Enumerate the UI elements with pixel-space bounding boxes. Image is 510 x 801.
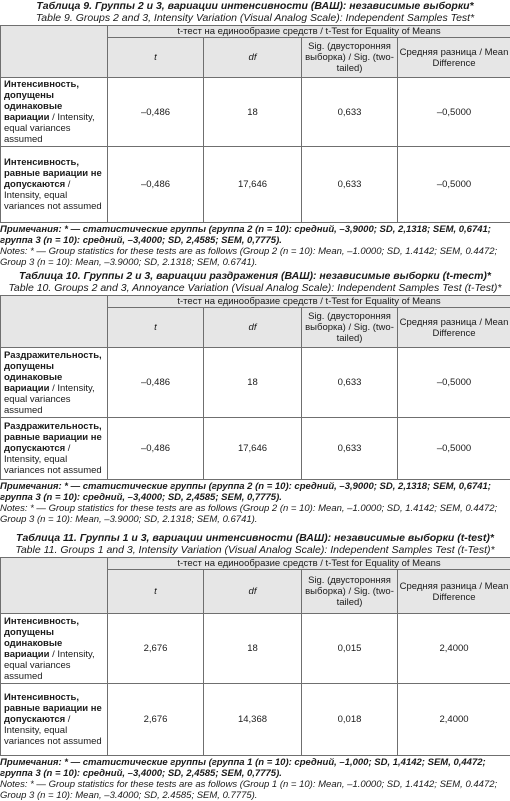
col-t-header: t (108, 308, 204, 348)
cell-t: –0,486 (108, 418, 204, 480)
row-label-en: / Intensity, equal variances assumed (4, 383, 95, 416)
header-corner (1, 558, 108, 614)
stats-table (0, 557, 510, 756)
table-title-ru: Таблица 11. Группы 1 и 3, вариации интенсивности (ВАШ): независимые выборки (t-test)* (0, 532, 510, 544)
cell-md: –0,5000 (398, 78, 510, 147)
table-title-en: Table 10. Groups 2 and 3, Annoyance Variation (Visual Analog Scale): Independent Samples Test (t-Test)* (0, 282, 510, 294)
cell-md: –0,5000 (398, 348, 510, 418)
note-ru: Примечания: * — статистические группы (группа 2 (n = 10): средний, –3,9000; SD, 2,1318; SEM, 0,6741; группа 3 (n = 10): средний, –3,4000; SD, 2,4585; SEM, 0,7775). (0, 481, 510, 503)
cell-sig: 0,633 (302, 418, 398, 480)
col-sig-header: Sig. (двусторонняя выборка) / Sig. (two-tailed) (302, 570, 398, 614)
cell-df: 18 (204, 78, 302, 147)
cell-t: –0,486 (108, 348, 204, 418)
row-label-ru: Интенсивность, допущены одинаковые вариации (4, 616, 79, 660)
cell-md: 2,4000 (398, 684, 510, 756)
table-11-section (0, 532, 510, 801)
col-sig-header: Sig. (двусторонняя выборка) / Sig. (two-tailed) (302, 308, 398, 348)
row-label-ru: Интенсивность, равные вариации не допускаются (4, 157, 102, 190)
row-label (1, 418, 108, 480)
row-label-ru: Интенсивность, допущены одинаковые вариации (4, 79, 79, 123)
table-notes (0, 756, 510, 801)
table-header-row (1, 26, 510, 38)
cell-t: –0,486 (108, 78, 204, 147)
row-label-ru: Раздражительность, равные вариации не допускаются (4, 421, 102, 454)
table-title-ru: Таблица 10. Группы 2 и 3, вариации раздражения (ВАШ): независимые выборки (t-тест)* (0, 270, 510, 282)
col-df-header: df (204, 570, 302, 614)
cell-df: 17,646 (204, 147, 302, 223)
table-header-row (1, 558, 510, 570)
table-notes (0, 480, 510, 525)
cell-t: –0,486 (108, 147, 204, 223)
row-label (1, 614, 108, 684)
table-row (1, 418, 510, 480)
row-label (1, 147, 108, 223)
row-label-en: / Intensity, equal variances assumed (4, 112, 95, 145)
stats-table (0, 25, 510, 223)
header-corner (1, 26, 108, 78)
table-9-section (0, 0, 510, 268)
table-row (1, 147, 510, 223)
stats-table (0, 295, 510, 480)
row-label (1, 348, 108, 418)
note-en: Notes: * — Group statistics for these tests are as follows (Group 1 (n = 10): Mean, –1.0000; SD, 1.4142; SEM, 0.4472; Group 3 (n = 10): Mean, –3.4000; SD, 2.4585; SEM, 0.7775). (0, 779, 510, 801)
table-10-section (0, 270, 510, 525)
row-label (1, 684, 108, 756)
row-label-en: / Intensity, equal variances not assumed (4, 443, 102, 476)
col-sig-header: Sig. (двусторонняя выборка) / Sig. (two-tailed) (302, 38, 398, 78)
cell-t: 2,676 (108, 614, 204, 684)
cell-sig: 0,633 (302, 147, 398, 223)
note-en: Notes: * — Group statistics for these tests are as follows (Group 2 (n = 10): Mean, –1.0000; SD, 1.4142; SEM, 0.4472; Group 3 (n = 10): Mean, –3.9000; SD, 2.1318; SEM, 0.6741). (0, 503, 510, 525)
note-en: Notes: * — Group statistics for these tests are as follows (Group 2 (n = 10): Mean, –1.0000; SD, 1.4142; SEM, 0.4472; Group 3 (n = 10): Mean, –3.9000; SD, 2.1318; SEM, 0.6741). (0, 246, 510, 268)
merged-header: t-тест на единообразие средств / t-Test for Equality of Means (108, 26, 510, 38)
header-corner (1, 296, 108, 348)
row-label-ru: Интенсивность, равные вариации не допускаются (4, 692, 102, 725)
cell-t: 2,676 (108, 684, 204, 756)
row-label-en: / Intensity, equal variances not assumed (4, 179, 102, 212)
table-header-row (1, 296, 510, 308)
cell-sig: 0,015 (302, 614, 398, 684)
cell-md: –0,5000 (398, 418, 510, 480)
col-df-header: df (204, 308, 302, 348)
table-row (1, 684, 510, 756)
table-title-ru: Таблица 9. Группы 2 и 3, вариации интенсивности (ВАШ): независимые выборки* (0, 0, 510, 12)
table-notes (0, 223, 510, 268)
row-label (1, 78, 108, 147)
cell-df: 14,368 (204, 684, 302, 756)
cell-sig: 0,633 (302, 348, 398, 418)
col-df-header: df (204, 38, 302, 78)
note-ru: Примечания: * — статистические группы (группа 2 (n = 10): средний, –3,9000; SD, 2,1318; SEM, 0,6741; группа 3 (n = 10): средний, –3,4000; SD, 2,4585; SEM, 0,7775). (0, 224, 510, 246)
cell-md: 2,4000 (398, 614, 510, 684)
col-t-header: t (108, 570, 204, 614)
col-md-header: Средняя разница / Mean Difference (398, 308, 510, 348)
table-title-en: Table 9. Groups 2 and 3, Intensity Variation (Visual Analog Scale): Independent Samples Test* (0, 12, 510, 24)
table-row (1, 78, 510, 147)
cell-df: 18 (204, 614, 302, 684)
merged-header: t-тест на единообразие средств / t-Test for Equality of Means (108, 558, 510, 570)
col-t-header: t (108, 38, 204, 78)
row-label-ru: Раздражительность, допущены одинаковые вариации (4, 350, 102, 394)
cell-sig: 0,018 (302, 684, 398, 756)
table-row (1, 614, 510, 684)
cell-df: 17,646 (204, 418, 302, 480)
col-md-header: Средняя разница / Mean Difference (398, 38, 510, 78)
table-title-en: Table 11. Groups 1 and 3, Intensity Variation (Visual Analog Scale): Independent Samples Test (t-Test)* (0, 544, 510, 556)
table-row (1, 348, 510, 418)
note-ru: Примечания: * — статистические группы (группа 1 (n = 10): средний, –1,000; SD, 1,4142; SEM, 0,4472; группа 3 (n = 10): средний, –3,4000; SD, 2,4585; SEM, 0,7775). (0, 757, 510, 779)
cell-df: 18 (204, 348, 302, 418)
cell-sig: 0,633 (302, 78, 398, 147)
merged-header: t-тест на единообразие средств / t-Test for Equality of Means (108, 296, 510, 308)
col-md-header: Средняя разница / Mean Difference (398, 570, 510, 614)
row-label-en: / Intensity, equal variances not assumed (4, 714, 102, 747)
cell-md: –0,5000 (398, 147, 510, 223)
row-label-en: / Intensity, equal variances assumed (4, 649, 95, 682)
